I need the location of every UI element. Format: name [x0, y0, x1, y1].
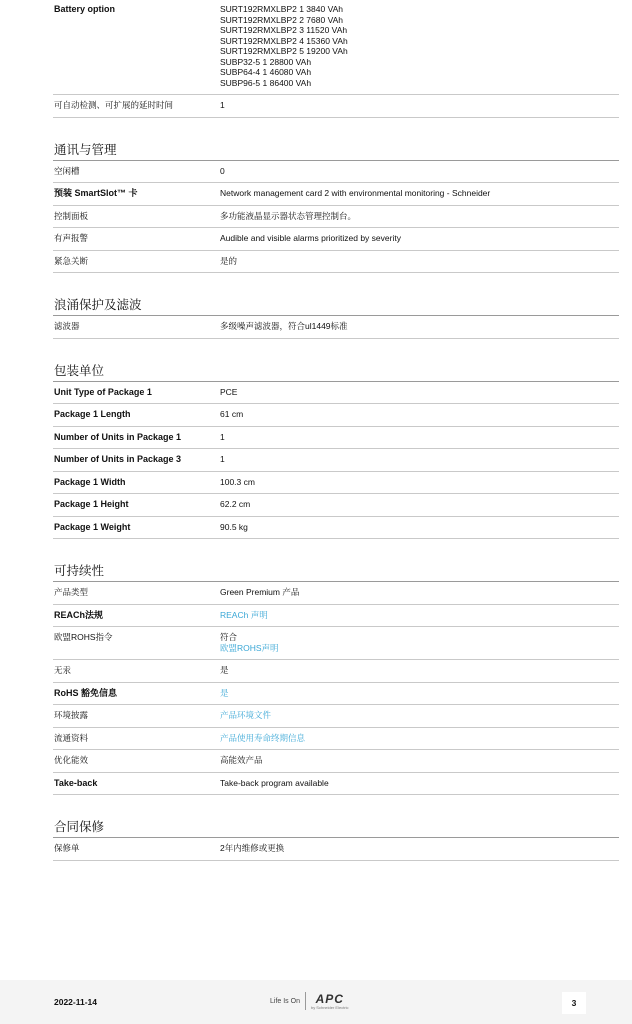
- spec-key: Number of Units in Package 1: [54, 431, 182, 442]
- spec-key: 保修单: [54, 843, 80, 853]
- spec-row: [53, 228, 619, 251]
- spec-key: 空闲槽: [54, 165, 80, 176]
- spec-key: Unit Type of Package 1: [54, 386, 152, 397]
- spec-key: 可自动检测、可扩展的延时时间: [54, 100, 174, 110]
- spec-row: [53, 404, 619, 427]
- spec-row-rohs-exemption: [53, 683, 619, 706]
- page-number: 3: [562, 992, 586, 1014]
- spec-row: [53, 449, 619, 472]
- page-footer: [0, 980, 632, 1024]
- spec-key: REACh法规: [54, 609, 103, 620]
- spec-key: Battery option: [54, 4, 116, 14]
- apc-wordmark: APC: [315, 991, 344, 1006]
- environmental-profile-link[interactable]: 产品环境文件: [220, 710, 272, 720]
- spec-key: Number of Units in Package 3: [54, 454, 182, 464]
- battery-option-item: SUBP96-5 1 86400 VAh: [220, 77, 312, 88]
- spec-value: 2年内维修或更换: [220, 843, 285, 853]
- spec-key: 无汞: [54, 665, 72, 675]
- section-title-sustainability: 可持续性: [53, 561, 619, 582]
- spec-key: Package 1 Height: [54, 499, 129, 509]
- spec-row: [53, 838, 619, 861]
- footer-date: 2022-11-14: [54, 997, 98, 1007]
- rohs-declaration-link[interactable]: 欧盟ROHS声明: [220, 642, 279, 653]
- spec-row: [53, 427, 619, 450]
- spec-key: Package 1 Weight: [54, 521, 131, 532]
- battery-option-item: SURT192RMXLBP2 5 19200 VAh: [220, 46, 348, 56]
- spec-row-circularity: [53, 728, 619, 751]
- battery-option-item: SUBP64-4 1 46080 VAh: [220, 67, 312, 77]
- spec-key: 欧盟ROHS指令: [54, 632, 113, 642]
- spec-value: 多功能液晶显示器状态管理控制台。: [220, 210, 357, 221]
- spec-value: 1: [220, 454, 225, 464]
- spec-key: 优化能效: [54, 755, 89, 765]
- spec-row-product-type: [53, 582, 619, 605]
- section-title-warranty: 合同保修: [53, 817, 619, 838]
- spec-row: [53, 316, 619, 339]
- spec-row-reach: [53, 605, 619, 628]
- spec-row: [53, 251, 619, 274]
- spec-value: 是: [220, 665, 229, 675]
- spec-key: RoHS 豁免信息: [54, 687, 118, 698]
- spec-row: [53, 494, 619, 517]
- spec-value: Audible and visible alarms prioritized by severity: [220, 233, 401, 243]
- reach-declaration-link[interactable]: REACh 声明: [220, 609, 268, 620]
- spec-value: 90.5 kg: [220, 521, 248, 532]
- spec-value: 1: [220, 100, 225, 110]
- spec-value: 多级噪声滤波器，符合ul1449标准: [220, 321, 348, 331]
- spec-value: Network management card 2 with environmental monitoring - Schneider: [220, 188, 491, 198]
- battery-option-item: SURT192RMXLBP2 1 3840 VAh: [220, 4, 344, 14]
- section-title-communication: 通讯与管理: [53, 140, 619, 161]
- end-of-life-link[interactable]: 产品使用寿命终期信息: [220, 732, 306, 743]
- spec-row: [53, 206, 619, 229]
- rohs-exemption-link[interactable]: 是: [220, 687, 229, 698]
- spec-key: 流通资料: [54, 732, 89, 743]
- spec-value-list: [220, 632, 619, 653]
- brand-logo: [270, 992, 349, 1010]
- apc-sub-brand: by Schneider Electric: [310, 1004, 349, 1010]
- spec-value: Green Premium 产品: [220, 587, 300, 597]
- spec-key: 控制面板: [54, 210, 89, 221]
- rohs-status: 符合: [220, 632, 238, 642]
- apc-logo: [311, 993, 349, 1010]
- spec-row: [53, 382, 619, 405]
- spec-value: 高能效产品: [220, 755, 263, 765]
- battery-option-item: SURT192RMXLBP2 3 11520 VAh: [220, 25, 348, 35]
- spec-key: Take-back: [54, 777, 98, 788]
- section-title-packaging: 包装单位: [53, 361, 619, 382]
- battery-option-item: SURT192RMXLBP2 2 7680 VAh: [220, 14, 344, 25]
- spec-row: [53, 472, 619, 495]
- logo-divider: [305, 992, 306, 1010]
- section-title-surge: 浪涌保护及滤波: [53, 295, 619, 316]
- spec-row-takeback: [53, 773, 619, 796]
- spec-row: [53, 517, 619, 540]
- spec-value: 100.3 cm: [220, 476, 255, 487]
- spec-value-list: [220, 4, 619, 88]
- spec-key: 预装 SmartSlot™ 卡: [54, 188, 138, 198]
- spec-value: 1: [220, 431, 225, 442]
- spec-key: 滤波器: [54, 321, 80, 331]
- spec-key: 有声报警: [54, 233, 89, 243]
- spec-row-runtime: [53, 95, 619, 118]
- spec-row-env-disclosure: [53, 705, 619, 728]
- life-is-on-tagline: Life Is On: [270, 997, 300, 1005]
- spec-row: [53, 161, 619, 184]
- spec-row-rohs: [53, 627, 619, 660]
- spec-row-efficiency: [53, 750, 619, 773]
- spec-key: 紧急关断: [54, 255, 89, 266]
- spec-key: Package 1 Length: [54, 409, 131, 419]
- spec-row-battery-option: [53, 0, 619, 95]
- spec-value: 0: [220, 165, 225, 176]
- spec-key: Package 1 Width: [54, 476, 126, 487]
- spec-value: 62.2 cm: [220, 499, 251, 509]
- spec-row-mercury: [53, 660, 619, 683]
- battery-option-item: SURT192RMXLBP2 4 15360 VAh: [220, 35, 348, 46]
- spec-value: 61 cm: [220, 409, 244, 419]
- spec-key: 产品类型: [54, 587, 89, 597]
- spec-value: Take-back program available: [220, 777, 329, 788]
- spec-value: 是的: [220, 255, 238, 266]
- spec-value: PCE: [220, 386, 238, 397]
- battery-option-item: SUBP32-5 1 28800 VAh: [220, 56, 312, 67]
- datasheet-content: [53, 0, 619, 861]
- spec-row: [53, 183, 619, 206]
- spec-key: 环境披露: [54, 710, 89, 720]
